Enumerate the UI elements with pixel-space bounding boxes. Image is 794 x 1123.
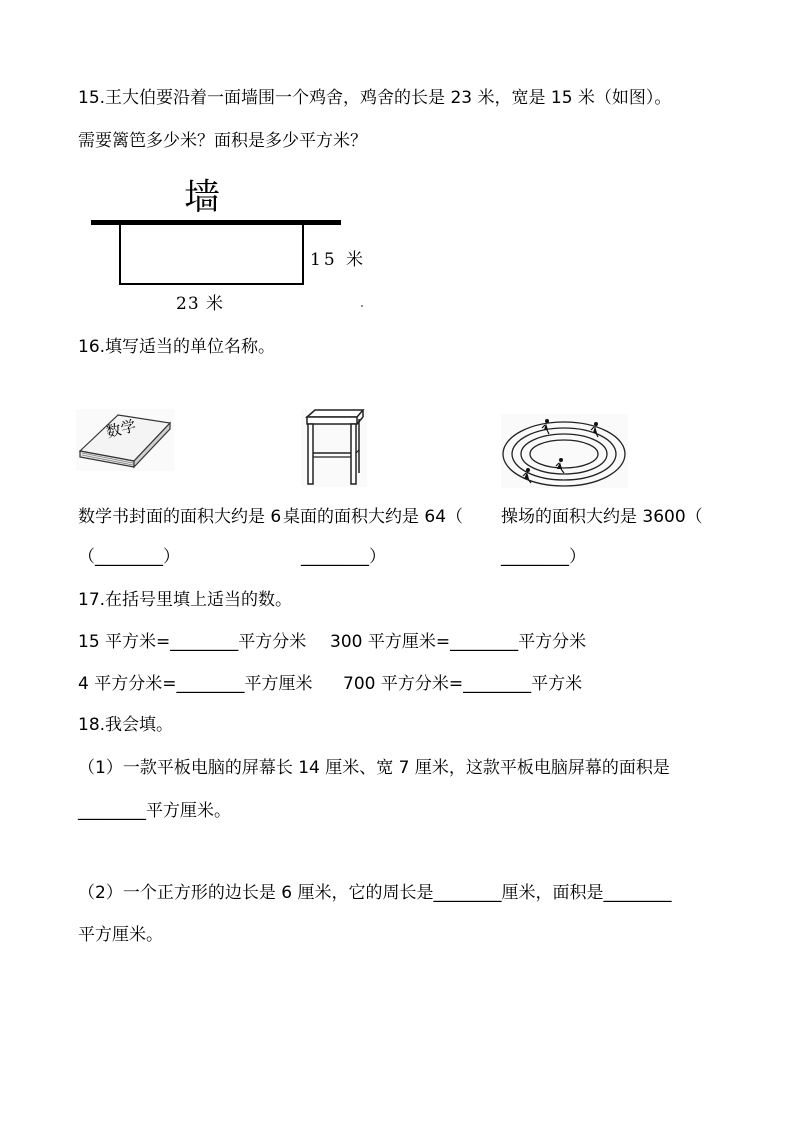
q18-part2-line2: 平方厘米。 [78, 925, 163, 945]
q18-part1-line2: ________平方厘米。 [78, 801, 231, 821]
length-label: 23 米 [176, 294, 225, 314]
table-image [301, 409, 367, 487]
q16-item-table-text: 桌面的面积大约是 64（ [283, 507, 464, 527]
q18-title: 18.我会填。 [78, 715, 174, 735]
q16-item-book-text: 数学书封面的面积大约是 6 [78, 507, 282, 527]
width-label: 15 米 [310, 250, 367, 270]
playground-image [501, 414, 628, 488]
q16-blank-book[interactable]: （________） [78, 547, 180, 567]
book-cover-text: 数学 [104, 416, 138, 442]
q17-title: 17.在括号里填上适当的数。 [78, 590, 293, 610]
q16-title: 16.填写适当的单位名称。 [78, 337, 276, 357]
q18-part1-line1: （1）一款平板电脑的屏幕长 14 厘米、宽 7 厘米，这款平板电脑屏幕的面积是 [78, 758, 670, 778]
q15-line2: 需要篱笆多少米？面积是多少平方米？ [78, 131, 367, 151]
q16-blank-table[interactable]: ________） [301, 547, 386, 567]
q17-row1-b: 300 平方厘米=________平方分米 [330, 632, 587, 652]
wall-line [91, 220, 341, 225]
wall-label: 墙 [184, 177, 221, 218]
q15-line1: 15.王大伯要沿着一面墙围一个鸡舍，鸡舍的长是 23 米，宽是 15 米（如图）。 [78, 88, 672, 108]
q16-blank-playground[interactable]: ________） [501, 547, 586, 567]
q18-part2-line1: （2）一个正方形的边长是 6 厘米，它的周长是________厘米，面积是________ [78, 883, 672, 903]
q17-row2-b: 700 平方分米=________平方米 [343, 674, 583, 694]
q16-item-playground-text: 操场的面积大约是 3600（ [501, 507, 703, 527]
q17-row1-a: 15 平方米=________平方分米 [78, 632, 307, 652]
coop-outline [120, 225, 303, 284]
q17-row2-a: 4 平方分米=________平方厘米 [78, 674, 313, 694]
stray-dot [361, 305, 363, 307]
